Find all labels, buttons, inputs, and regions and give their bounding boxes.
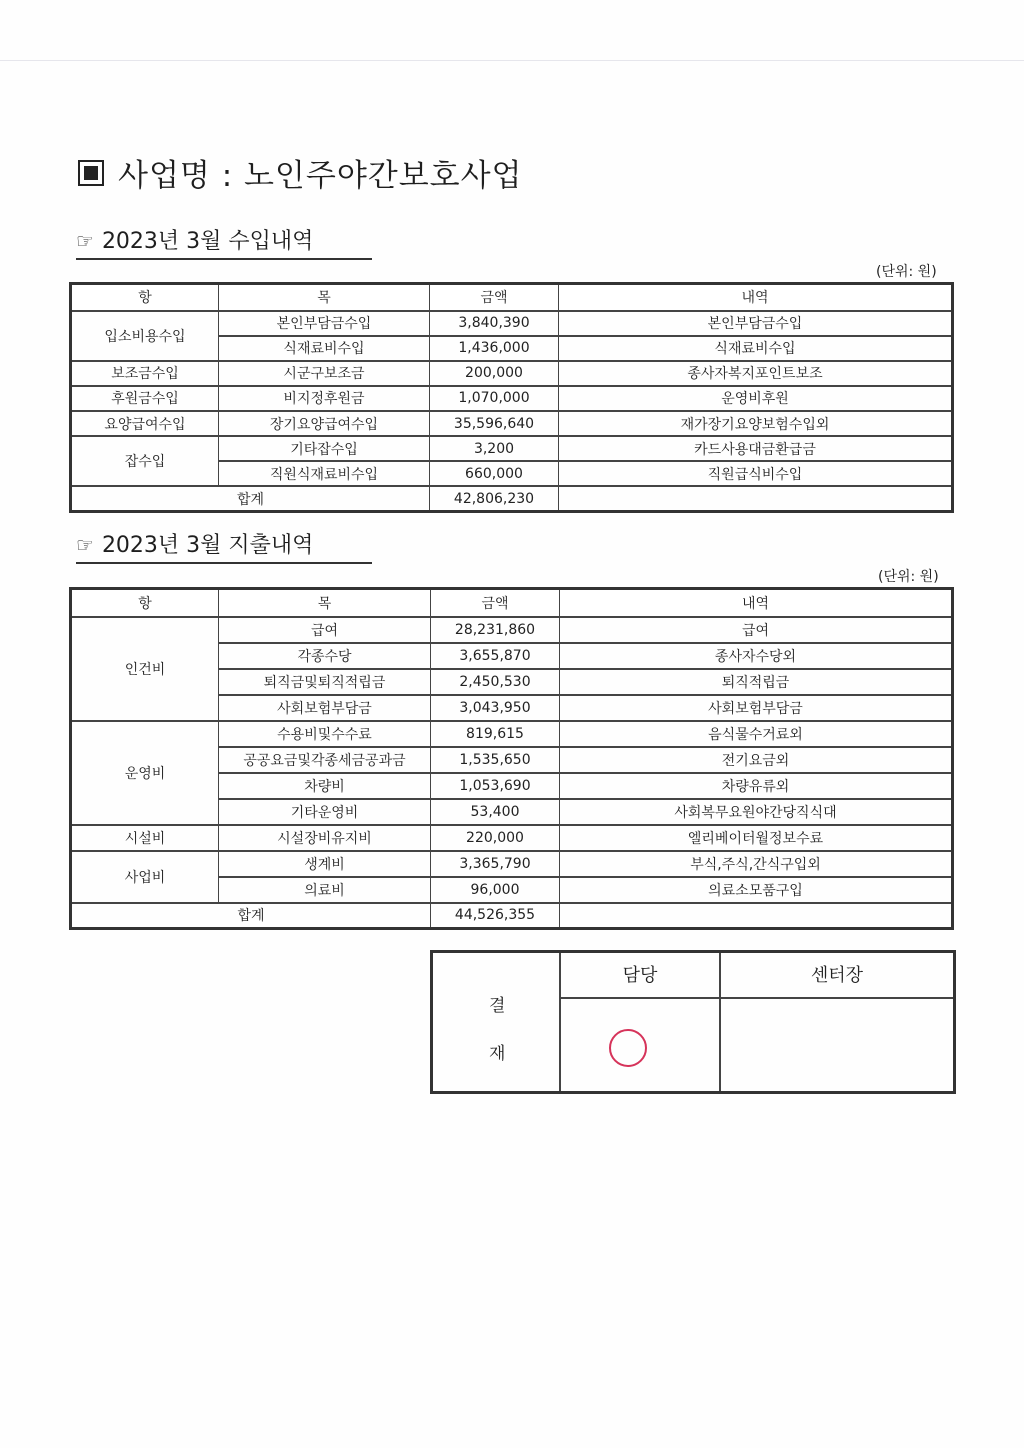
item-cell: 의료비 [219, 877, 431, 903]
item-cell: 각종수당 [219, 643, 431, 669]
amount-cell: 3,840,390 [430, 311, 559, 336]
table-row [71, 386, 953, 411]
item-cell: 시설장비유지비 [219, 825, 431, 851]
item-cell: 퇴직금및퇴직적립금 [219, 669, 431, 695]
expense-table [69, 587, 954, 930]
total-label: 합계 [71, 486, 430, 511]
item-cell: 생계비 [219, 851, 431, 877]
total-row [71, 486, 953, 511]
item-cell: 수용비및수수료 [219, 721, 431, 747]
amount-cell: 28,231,860 [431, 617, 560, 643]
amount-cell: 3,200 [430, 436, 559, 461]
item-cell: 사회보험부담금 [219, 695, 431, 721]
total-amount: 44,526,355 [431, 903, 560, 929]
col-header-detail: 내역 [560, 589, 953, 617]
detail-cell: 운영비후원 [559, 386, 953, 411]
detail-cell: 카드사용대금환급금 [559, 436, 953, 461]
table-row [71, 311, 953, 336]
income-section-title [76, 224, 372, 260]
category-cell: 입소비용수입 [71, 311, 219, 361]
amount-cell: 660,000 [430, 461, 559, 486]
table-row [71, 721, 953, 747]
approval-label-cell [433, 953, 561, 1091]
table-row [71, 851, 953, 877]
total-label: 합계 [71, 903, 431, 929]
table-row [71, 361, 953, 386]
income-table [69, 282, 954, 513]
col-header-category: 항 [71, 589, 219, 617]
amount-cell: 819,615 [431, 721, 560, 747]
amount-cell: 3,043,950 [431, 695, 560, 721]
square-bullet-icon [78, 160, 104, 186]
approval-col-director: 센터장 [721, 953, 953, 999]
item-cell: 장기요양급여수입 [219, 411, 430, 436]
item-cell: 시군구보조금 [219, 361, 430, 386]
category-cell: 시설비 [71, 825, 219, 851]
detail-cell: 본인부담금수입 [559, 311, 953, 336]
detail-cell: 의료소모품구입 [560, 877, 953, 903]
amount-cell: 200,000 [430, 361, 559, 386]
page-title [78, 150, 523, 195]
detail-cell: 차량유류외 [560, 773, 953, 799]
table-row [71, 825, 953, 851]
expense-section-title [76, 528, 372, 564]
col-header-category: 항 [71, 284, 219, 311]
amount-cell: 96,000 [431, 877, 560, 903]
total-row [71, 903, 953, 929]
detail-cell: 종사자복지포인트보조 [559, 361, 953, 386]
detail-cell: 엘리베이터월정보수료 [560, 825, 953, 851]
amount-cell: 1,053,690 [431, 773, 560, 799]
item-cell: 차량비 [219, 773, 431, 799]
category-cell: 요양급여수입 [71, 411, 219, 436]
detail-cell: 종사자수당외 [560, 643, 953, 669]
col-header-amount: 금액 [431, 589, 560, 617]
amount-cell: 3,365,790 [431, 851, 560, 877]
amount-cell: 53,400 [431, 799, 560, 825]
item-cell: 식재료비수입 [219, 336, 430, 361]
detail-cell: 부식,주식,간식구입외 [560, 851, 953, 877]
col-header-amount: 금액 [430, 284, 559, 311]
table-row [71, 411, 953, 436]
item-cell: 공공요금및각종세금공과금 [219, 747, 431, 773]
pointing-hand-icon: ☞ [76, 229, 94, 253]
item-cell: 기타잡수입 [219, 436, 430, 461]
col-header-detail: 내역 [559, 284, 953, 311]
stamp-seal-icon [609, 1029, 647, 1067]
detail-cell: 재가장기요양보험수입외 [559, 411, 953, 436]
amount-cell: 1,070,000 [430, 386, 559, 411]
category-cell: 사업비 [71, 851, 219, 903]
item-cell: 급여 [219, 617, 431, 643]
expense-title-text: 2023년 3월 지출내역 [101, 533, 314, 558]
amount-cell: 35,596,640 [430, 411, 559, 436]
col-header-item: 목 [219, 589, 431, 617]
director-signature [763, 1023, 893, 1073]
amount-cell: 1,535,650 [431, 747, 560, 773]
item-cell: 기타운영비 [219, 799, 431, 825]
detail-cell: 직원급식비수입 [559, 461, 953, 486]
total-detail-empty [559, 486, 953, 511]
total-amount: 42,806,230 [430, 486, 559, 511]
detail-cell: 사회복무요원야간당직식대 [560, 799, 953, 825]
amount-cell: 3,655,870 [431, 643, 560, 669]
col-header-item: 목 [219, 284, 430, 311]
pointing-hand-icon: ☞ [76, 533, 94, 557]
category-cell: 보조금수입 [71, 361, 219, 386]
category-cell: 운영비 [71, 721, 219, 825]
amount-cell: 2,450,530 [431, 669, 560, 695]
category-cell: 후원금수입 [71, 386, 219, 411]
amount-cell: 220,000 [431, 825, 560, 851]
income-header-row [71, 284, 953, 311]
detail-cell: 전기요금외 [560, 747, 953, 773]
detail-cell: 음식물수거료외 [560, 721, 953, 747]
detail-cell: 퇴직적립금 [560, 669, 953, 695]
approval-label-top: 결 [489, 996, 506, 1016]
total-detail-empty [560, 903, 953, 929]
approval-col-staff: 담당 [561, 953, 719, 999]
page-title-text: 사업명 : 노인주야간보호사업 [118, 158, 523, 194]
item-cell: 비지정후원금 [219, 386, 430, 411]
approval-box [430, 950, 956, 1094]
expense-unit-label: (단위: 원) [878, 569, 939, 585]
detail-cell: 급여 [560, 617, 953, 643]
table-row [71, 617, 953, 643]
income-unit-label: (단위: 원) [876, 264, 937, 280]
detail-cell: 사회보험부담금 [560, 695, 953, 721]
page-top-rule [0, 60, 1024, 61]
expense-header-row [71, 589, 953, 617]
approval-label-bottom: 재 [489, 1044, 506, 1064]
income-title-text: 2023년 3월 수입내역 [101, 229, 314, 254]
category-cell: 잡수입 [71, 436, 219, 486]
category-cell: 인건비 [71, 617, 219, 721]
item-cell: 직원식재료비수입 [219, 461, 430, 486]
item-cell: 본인부담금수입 [219, 311, 430, 336]
table-row [71, 436, 953, 461]
amount-cell: 1,436,000 [430, 336, 559, 361]
detail-cell: 식재료비수입 [559, 336, 953, 361]
approval-divider [719, 953, 721, 1091]
